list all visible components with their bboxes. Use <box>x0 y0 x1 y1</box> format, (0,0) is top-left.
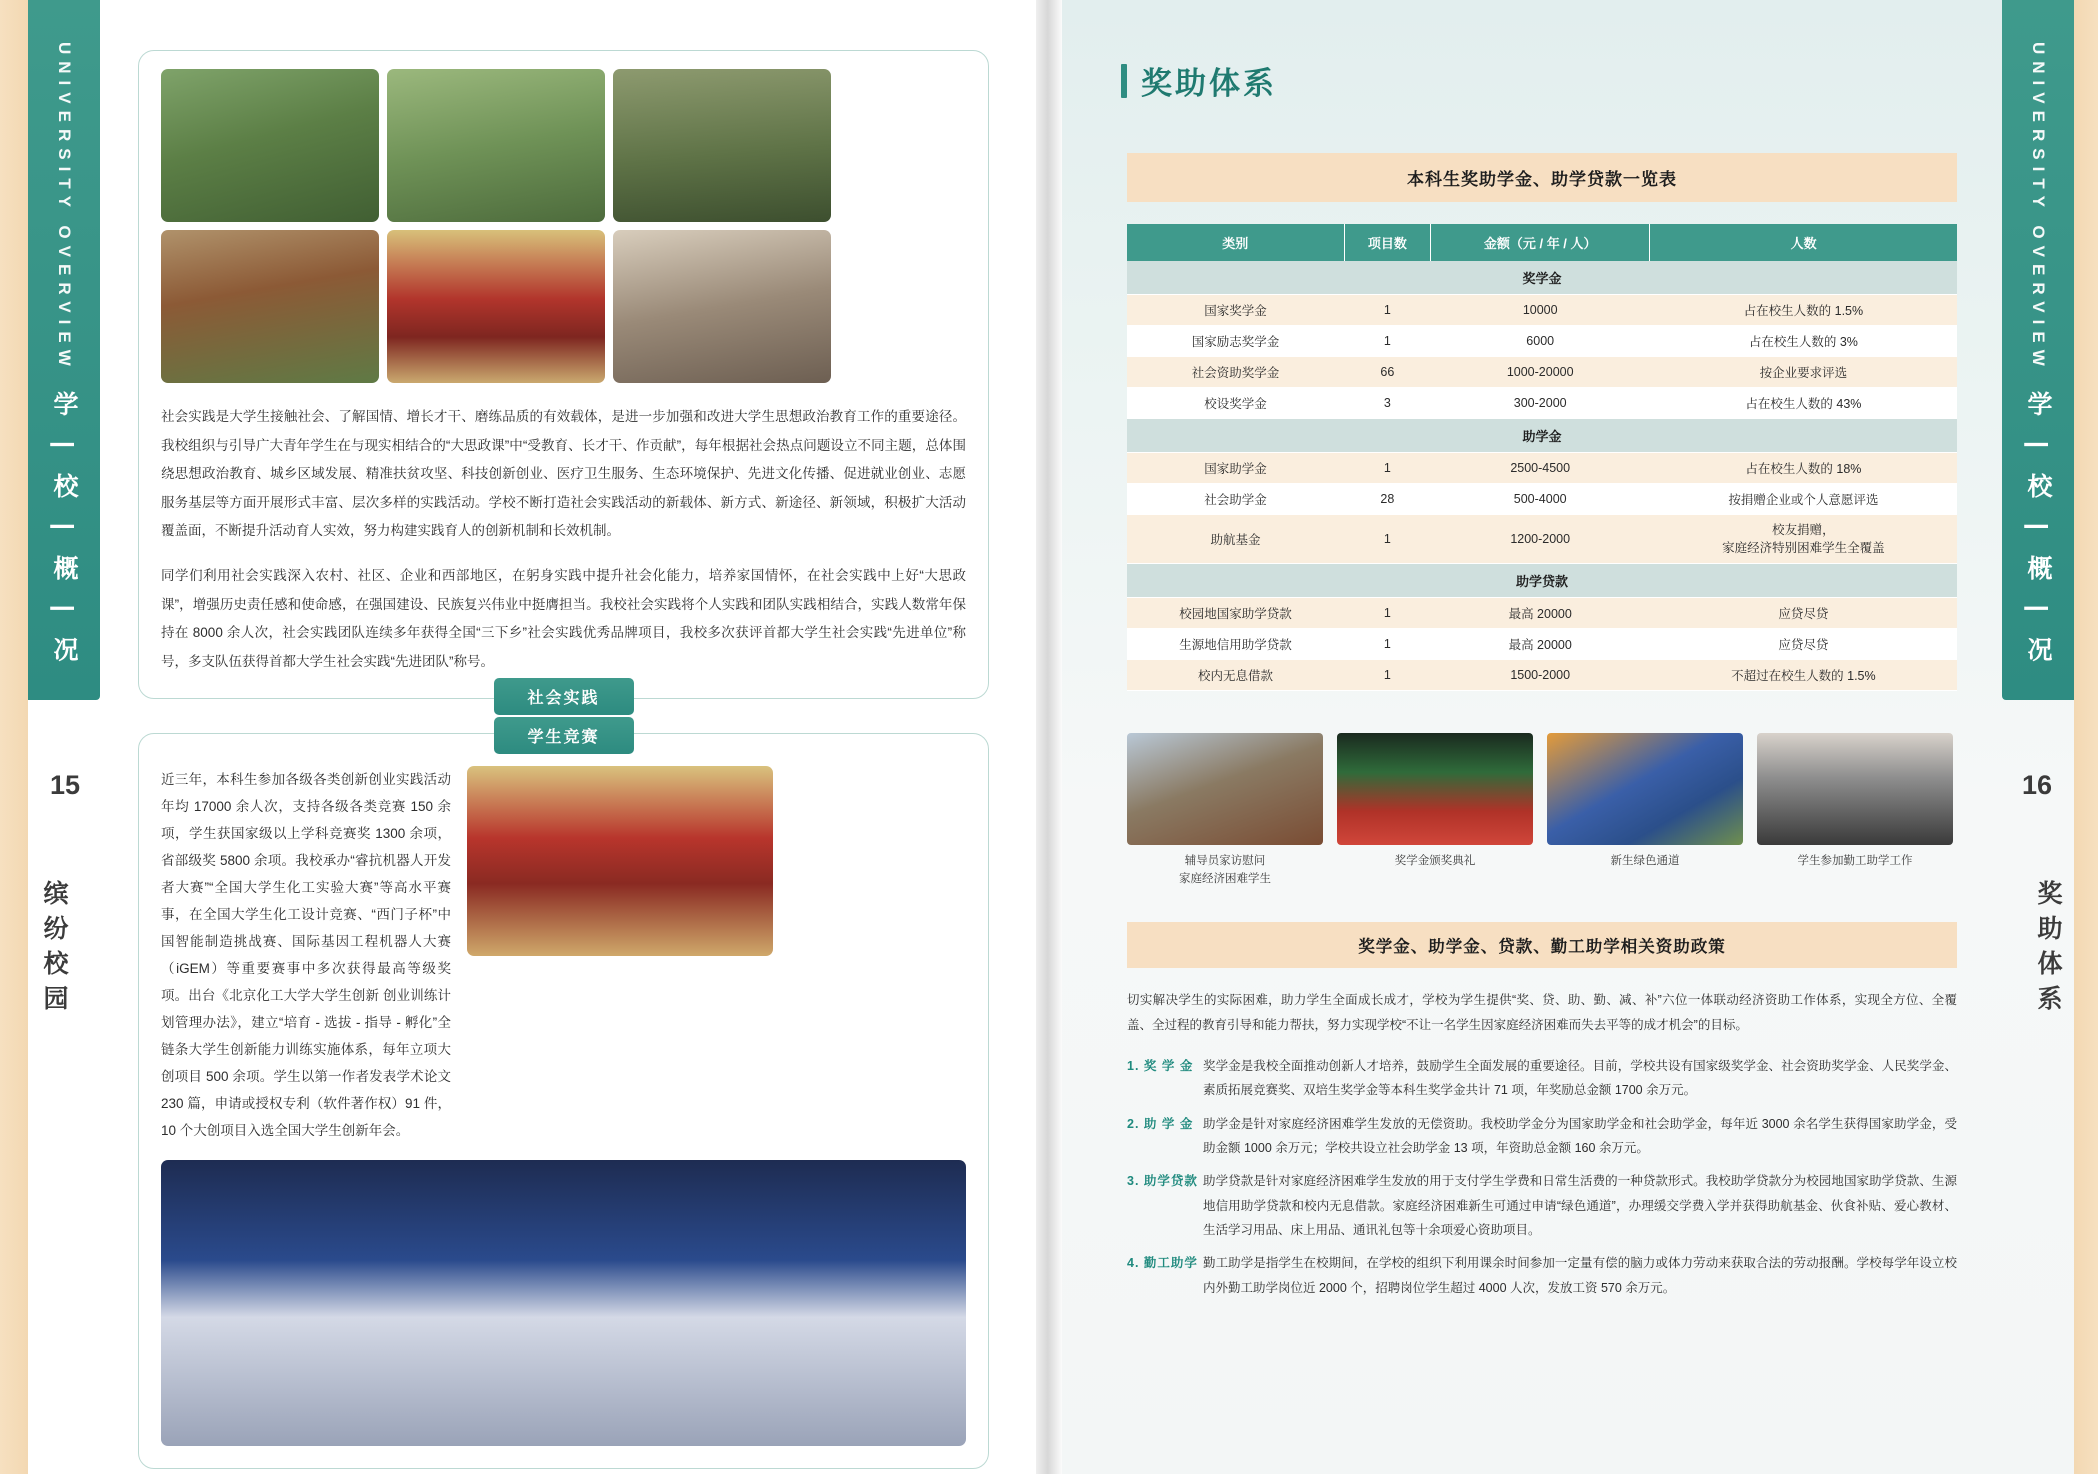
green-channel-photo <box>1547 733 1743 845</box>
right-side-tab-chinese: 学 | 校 | 概 | 况 <box>2024 390 2052 671</box>
left-edge-strip <box>0 0 28 1474</box>
table-group-label: 助学金 <box>1127 419 1957 453</box>
financial-aid-table-banner: 本科生奖助学金、助学贷款一览表 <box>1127 153 1957 202</box>
table-cell: 不超过在校生人数的 1.5% <box>1650 660 1957 691</box>
table-cell: 最高 20000 <box>1431 598 1650 629</box>
table-group-row <box>1127 419 1957 453</box>
aid-photo-caption: 奖学金颁奖典礼 <box>1394 855 1476 868</box>
student-competition-card <box>138 729 989 1469</box>
policy-item <box>1127 1112 1957 1161</box>
table-cell: 1 <box>1344 295 1431 326</box>
competition-top-row <box>161 766 966 1144</box>
table-cell: 500-4000 <box>1431 484 1650 515</box>
table-row <box>1127 598 1957 629</box>
policy-item-label: 3. 助学贷款 <box>1127 1174 1198 1189</box>
right-side-tab-column <box>2002 0 2074 1474</box>
home-visit-photo <box>1127 733 1323 845</box>
table-header-cell-2: 金额（元 / 年 / 人） <box>1431 224 1650 261</box>
award-ceremony-photo <box>1337 733 1533 845</box>
left-side-tab-chinese: 学 | 校 | 概 | 况 <box>50 390 78 671</box>
policy-item-label: 2. 助 学 金 <box>1127 1116 1194 1131</box>
table-cell: 6000 <box>1431 326 1650 357</box>
aid-photo-cell <box>1547 733 1743 888</box>
policy-item <box>1127 1169 1957 1242</box>
table-cell: 10000 <box>1431 295 1650 326</box>
table-cell: 占在校生人数的 18% <box>1650 453 1957 484</box>
financial-aid-table-wrapper <box>1127 153 1957 691</box>
section-accent-bar <box>1121 64 1127 98</box>
aid-photo-cell <box>1757 733 1953 888</box>
table-header-cell-1: 项目数 <box>1344 224 1431 261</box>
table-cell: 校设奖学金 <box>1127 388 1344 419</box>
section-title-text: 奖助体系 <box>1141 66 1277 101</box>
table-cell: 3 <box>1344 388 1431 419</box>
aid-photo-caption: 学生参加勤工助学工作 <box>1797 855 1913 868</box>
right-side-tab-english: UNIVERSITY OVERVIEW <box>2029 42 2048 373</box>
right-page-body <box>1049 0 2002 1474</box>
table-cell: 1200-2000 <box>1431 515 1650 564</box>
student-competition-ribbon: 学生竞赛 <box>493 717 633 754</box>
table-cell: 2500-4500 <box>1431 453 1650 484</box>
policy-item-label: 1. 奖 学 金 <box>1127 1058 1194 1073</box>
table-cell: 占在校生人数的 1.5% <box>1650 295 1957 326</box>
table-cell: 国家励志奖学金 <box>1127 326 1344 357</box>
table-group-label: 奖学金 <box>1127 261 1957 295</box>
table-group-row <box>1127 261 1957 295</box>
table-cell: 校内无息借款 <box>1127 660 1344 691</box>
table-cell: 生源地信用助学贷款 <box>1127 629 1344 660</box>
work-study-photo <box>1757 733 1953 845</box>
social-practice-text <box>161 403 966 676</box>
social-practice-paragraph-1: 社会实践是大学生接触社会、了解国情、增长才干、磨练品质的有效载体，是进一步加强和改进大学生思想政治教育工作的重要途径。我校组织与引导广大青年学生在与现实相结合的“大思政课”中“受教育、长才干、作贡献”，每年根据社会热点问题设立不同主题，总体围绕思想政治教育、城乡区域发展、精准扶贫攻坚、科技创新创业、医疗卫生服务、生态环境保护、先进文化传播、促进就业创业、志愿服务基层等方面开展形式丰富、层次多样的实践活动。学校不断打造社会实践活动的新载体、新方式、新途径、新领域，积极扩大活动覆盖面，不断提升活动育人实效，努力构建实践育人的创新机制和长效机制。 <box>161 409 966 539</box>
policy-item-text: 勤工助学是指学生在校期间，在学校的组织下利用课余时间参加一定量有偿的脑力或体力劳动来获取合法的劳动报酬。学校每学年设立校内外勤工助学岗位近 2000 个，招聘岗位学生超过 4000 人次，发放工资 570 余万元。 <box>1203 1256 1957 1295</box>
table-cell: 按企业要求评选 <box>1650 357 1957 388</box>
table-cell: 应贷尽贷 <box>1650 598 1957 629</box>
tree-planting-photo <box>161 230 379 383</box>
table-group-row <box>1127 564 1957 598</box>
table-cell: 占在校生人数的 3% <box>1650 326 1957 357</box>
group-salute-photo <box>387 69 605 222</box>
table-cell: 助航基金 <box>1127 515 1344 564</box>
left-side-tab-lower-label: 缤纷校园 <box>40 880 68 1020</box>
page-title <box>1121 58 1978 103</box>
policy-item-text: 助学贷款是针对家庭经济困难学生发放的用于支付学生学费和日常生活费的一种贷款形式。我校助学贷款分为校园地国家助学贷款、生源地信用助学贷款和校内无息借款。家庭经济困难新生可通过申请“绿色通道”，办理缓交学费入学并获得助航基金、伙食补贴、爱心教材、生活学习用品、床上用品、通讯礼包等十余项爱心资助项目。 <box>1203 1174 1957 1237</box>
table-group-label: 助学贷款 <box>1127 564 1957 598</box>
table-row <box>1127 629 1957 660</box>
left-side-tab-column <box>28 0 100 1474</box>
table-cell: 社会资助奖学金 <box>1127 357 1344 388</box>
policy-item-label: 4. 勤工助学 <box>1127 1256 1198 1271</box>
right-page-number: 16 <box>2021 770 2052 800</box>
walking-in-field-photo <box>613 69 831 222</box>
policy-item-text: 助学金是针对家庭经济困难学生发放的无偿资助。我校助学金分为国家助学金和社会助学金，每年近 3000 余名学生获得国家助学金，受助金额 1000 余万元；学校共设立社会助学金 13 项，年资助总金额 160 余万元。 <box>1203 1116 1957 1155</box>
left-page-body <box>100 0 1049 1474</box>
left-page-number: 15 <box>50 770 81 800</box>
youth-league-flag-photo <box>387 230 605 383</box>
table-cell: 应贷尽贷 <box>1650 629 1957 660</box>
table-row <box>1127 326 1957 357</box>
aid-photo-cell <box>1337 733 1533 888</box>
table-cell: 1 <box>1344 453 1431 484</box>
table-row <box>1127 388 1957 419</box>
right-side-tab <box>2002 0 2074 700</box>
aid-photo-caption: 辅导员家访慰问 家庭经济困难学生 <box>1179 855 1271 885</box>
policy-item-text: 奖学金是我校全面推动创新人才培养，鼓励学生全面发展的重要途径。目前，学校共设有国家级奖学金、社会资助奖学金、人民奖学金、素质拓展竞赛奖、双培生奖学金等本科生奖学金共计 71 项，年奖励总金额 1700 余万元。 <box>1203 1058 1957 1098</box>
table-body <box>1127 261 1957 691</box>
table-row <box>1127 515 1957 564</box>
table-cell: 校友捐赠， 家庭经济特别困难学生全覆盖 <box>1650 515 1957 564</box>
social-practice-ribbon: 社会实践 <box>493 678 633 715</box>
robot-competition-photo <box>161 1160 966 1446</box>
aid-photo-caption: 新生绿色通道 <box>1610 855 1680 868</box>
table-cell: 占在校生人数的 43% <box>1650 388 1957 419</box>
table-cell: 300-2000 <box>1431 388 1650 419</box>
table-cell: 28 <box>1344 484 1431 515</box>
competition-group-photo <box>467 766 773 956</box>
policy-item <box>1127 1251 1957 1300</box>
aid-photo-cell <box>1127 733 1323 888</box>
right-edge-strip <box>2074 0 2098 1474</box>
left-side-tab <box>28 0 100 700</box>
policy-intro: 切实解决学生的实际困难，助力学生全面成长成才，学校为学生提供“奖、贷、助、勤、减、补”六位一体联动经济资助工作体系，实现全方位、全覆盖、全过程的教育引导和能力帮扶，努力实现学校“不让一名学生因家庭经济困难而失去平等的成才机会”的目标。 <box>1127 992 1957 1032</box>
policy-item <box>1127 1054 1957 1103</box>
social-practice-photo-row-1 <box>161 69 966 222</box>
table-row <box>1127 484 1957 515</box>
table-row <box>1127 357 1957 388</box>
table-cell: 1 <box>1344 629 1431 660</box>
student-competition-text: 近三年，本科生参加各级各类创新创业实践活动年均 17000 余人次，支持各级各类竞赛 150 余项，学生获国家级以上学科竞赛奖 1300 余项，省部级奖 5800 余项。我校承办“睿抗机器人开发者大赛”“全国大学生化工实验大赛”等高水平赛事，在全国大学生化工设计竞赛、“西门子杯”中国智能制造挑战赛、国际基因工程机器人大赛（iGEM）等重要赛事中多次获得最高等级奖项。出台《北京化工大学大学生创新 创业训练计划管理办法》，建立“培育 - 选拔 - 指导 - 孵化”全链条大学生创新能力训练实施体系，每年立项大创项目 500 余项。学生以第一作者发表学术论文 230 篇，申请或授权专利（软件著作权）91 件，10 个大创项目入选全国大学生创新年会。 <box>161 772 451 1139</box>
right-side-tab-lower-label: 奖助体系 <box>2034 880 2062 1020</box>
left-side-tab-english: UNIVERSITY OVERVIEW <box>55 42 74 373</box>
table-cell: 1 <box>1344 660 1431 691</box>
table-header-cell-0: 类别 <box>1127 224 1344 261</box>
table-cell: 国家奖学金 <box>1127 295 1344 326</box>
table-cell: 最高 20000 <box>1431 629 1650 660</box>
right-page <box>1049 0 2098 1474</box>
social-practice-photo-row-2 <box>161 230 966 383</box>
table-cell: 66 <box>1344 357 1431 388</box>
social-practice-card <box>138 50 989 708</box>
table-cell: 校园地国家助学贷款 <box>1127 598 1344 629</box>
policy-list <box>1127 1054 1957 1300</box>
table-cell: 1000-20000 <box>1431 357 1650 388</box>
page-gutter <box>1036 0 1062 1474</box>
table-row <box>1127 295 1957 326</box>
table-cell: 按捐赠企业或个人意愿评选 <box>1650 484 1957 515</box>
table-row <box>1127 453 1957 484</box>
social-practice-paragraph-2: 同学们利用社会实践深入农村、社区、企业和西部地区，在躬身实践中提升社会化能力，培养家国情怀，在社会实践中上好“大思政课”，增强历史责任感和使命感，在强国建设、民族复兴伟业中挺膺担当。我校社会实践将个人实践和团队实践相结合，实践人数常年保持在 8000 余人次，社会实践团队连续多年获得全国“三下乡”社会实践优秀品牌项目，我校多次获评首都大学生社会实践“先进单位”称号，多支队伍获得首都大学生社会实践“先进团队”称号。 <box>161 568 966 669</box>
flower-bed-planting-photo <box>613 230 831 383</box>
table-row <box>1127 660 1957 691</box>
table-cell: 1 <box>1344 326 1431 357</box>
table-cell: 1 <box>1344 598 1431 629</box>
table-cell: 1500-2000 <box>1431 660 1650 691</box>
aid-photo-strip <box>1127 733 1957 888</box>
field-planting-photo <box>161 69 379 222</box>
table-cell: 国家助学金 <box>1127 453 1344 484</box>
policy-banner: 奖学金、助学金、贷款、勤工助学相关资助政策 <box>1127 922 1957 968</box>
financial-aid-table <box>1127 224 1957 691</box>
table-header-row <box>1127 224 1957 261</box>
table-cell: 社会助学金 <box>1127 484 1344 515</box>
table-cell: 1 <box>1344 515 1431 564</box>
table-header-cell-3: 人数 <box>1650 224 1957 261</box>
